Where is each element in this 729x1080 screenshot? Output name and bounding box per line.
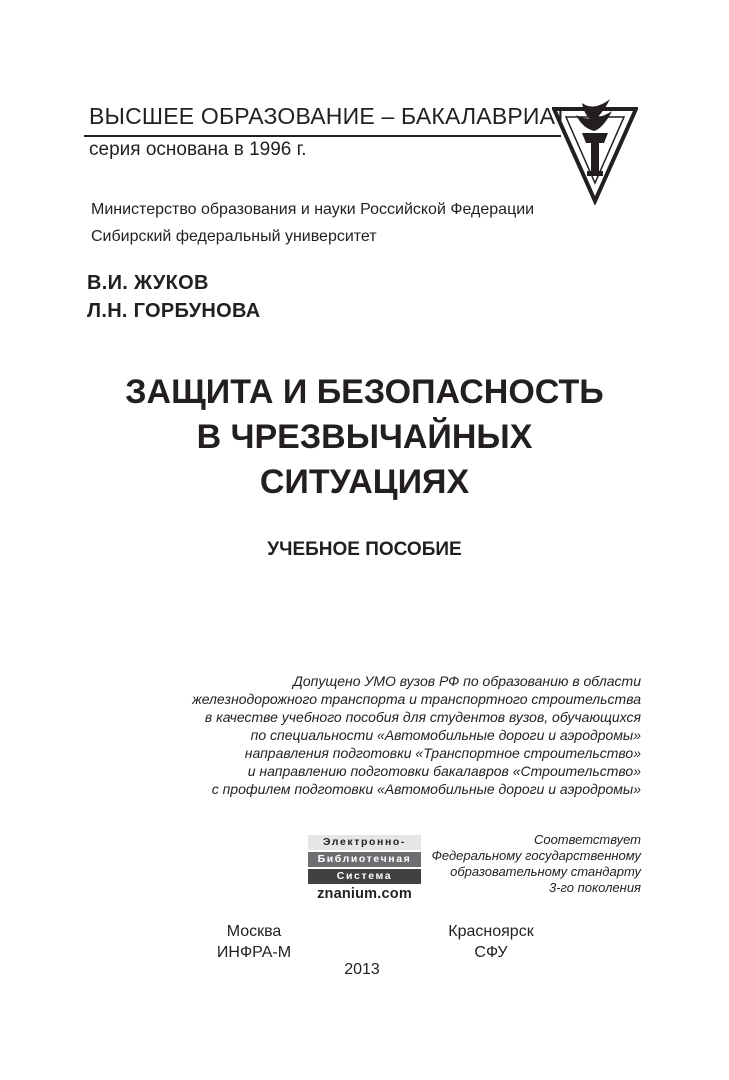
- series-divider: [84, 135, 561, 137]
- standard-line: образовательному стандарту: [450, 864, 641, 879]
- imprint-year: 2013: [344, 961, 380, 978]
- approval-line: направления подготовки «Транспортное строительство»: [244, 745, 641, 761]
- approval-line: по специальности «Автомобильные дороги и аэродромы»: [250, 727, 641, 743]
- ebs-domain: znanium.com: [317, 886, 412, 902]
- approval-statement: [150, 672, 641, 798]
- book-title-line: ЗАЩИТА И БЕЗОПАСНОСТЬ: [125, 373, 604, 411]
- ebs-row: Электронно-: [308, 835, 421, 850]
- approval-line: и направлению подготовки бакалавров «Строительство»: [247, 763, 641, 779]
- book-type: УЧЕБНОЕ ПОСОБИЕ: [267, 539, 462, 560]
- imprint-city-moscow: Москва: [226, 923, 282, 940]
- standard-line: Соответствует: [533, 832, 641, 847]
- author-name: В.И. ЖУКОВ: [87, 272, 209, 294]
- approval-line: в качестве учебного пособия для студентов вузов, обучающихся: [204, 709, 641, 725]
- standard-compliance: [420, 832, 641, 896]
- standard-line: Федеральному государственному: [431, 848, 641, 863]
- ministry-name: Министерство образования и науки Российской Федерации: [91, 201, 535, 218]
- ebs-row: Система: [308, 869, 421, 884]
- approval-line: Допущено УМО вузов РФ по образованию в области: [292, 673, 641, 689]
- book-title-line: В ЧРЕЗВЫЧАЙНЫХ: [196, 418, 533, 456]
- book-title: [0, 370, 729, 505]
- ebs-row: Библиотечная: [308, 852, 421, 867]
- imprint-publisher-infra-m: ИНФРА-М: [216, 944, 292, 961]
- torch-in-triangle-icon: [552, 97, 638, 205]
- standard-line: 3-го поколения: [548, 880, 641, 895]
- imprint-city-krasnoyarsk: Красноярск: [448, 923, 534, 940]
- university-name: Сибирский федеральный университет: [91, 228, 377, 245]
- ebs-znanium-badge: [308, 835, 421, 903]
- author-name: Л.Н. ГОРБУНОВА: [87, 300, 261, 322]
- approval-line: с профилем подготовки «Автомобильные дороги и аэродромы»: [211, 781, 641, 797]
- series-title: ВЫСШЕЕ ОБРАЗОВАНИЕ – БАКАЛАВРИАТ: [89, 103, 568, 129]
- approval-line: железнодорожного транспорта и транспортного строительства: [192, 691, 641, 707]
- book-title-line: СИТУАЦИЯХ: [259, 463, 470, 501]
- series-founded-note: серия основана в 1996 г.: [89, 139, 307, 160]
- imprint-publisher-sfu: СФУ: [474, 944, 508, 961]
